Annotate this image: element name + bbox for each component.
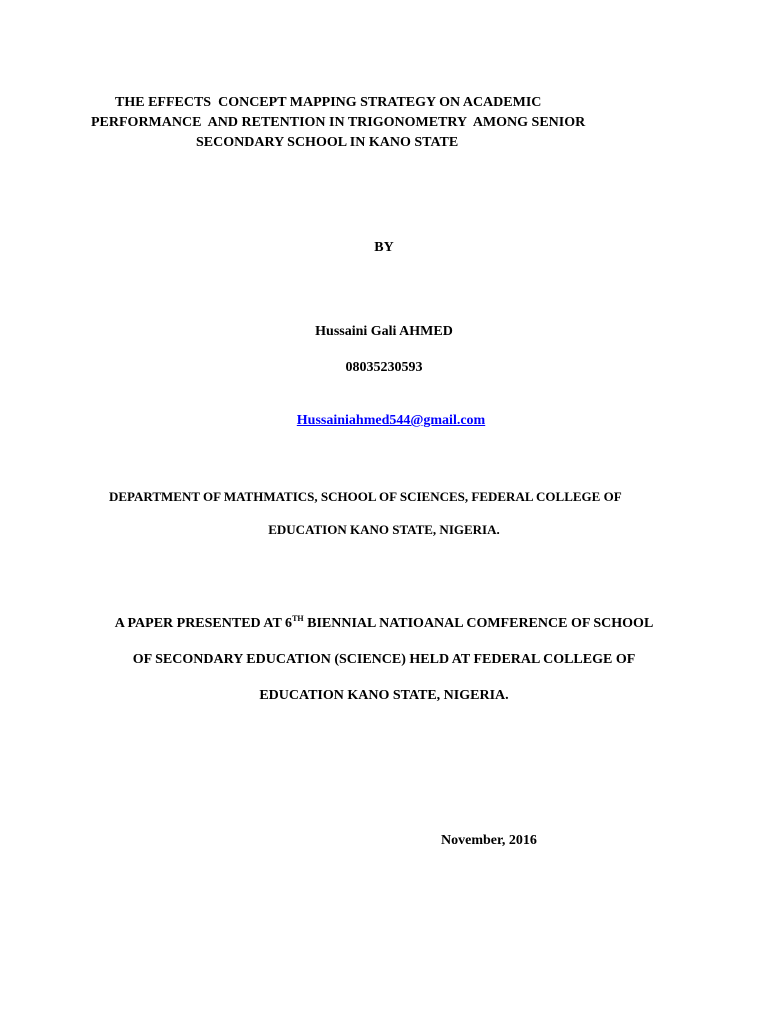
department-line-2: EDUCATION KANO STATE, NIGERIA. [268,522,500,537]
presentation-line-1 [0,615,768,634]
presentation-line-3: EDUCATION KANO STATE, NIGERIA. [259,688,509,703]
presentation-line-1-prefix: A PAPER PRESENTED AT 6 [114,616,293,631]
presentation-line-1-suffix: BIENNIAL NATIOANAL COMFERENCE OF SCHOOL [303,616,654,631]
presentation-date: November, 2016 [441,833,537,848]
presentation-ordinal-suffix: TH [292,614,304,623]
by-label: BY [374,240,394,255]
title-line-2: PERFORMANCE AND RETENTION IN TRIGONOMETRY AMONG SENIOR [91,115,586,130]
presentation-line-2: OF SECONDARY EDUCATION (SCIENCE) HELD AT FEDERAL COLLEGE OF [132,652,636,667]
author-email-wrapper [0,394,768,448]
title-line-1: THE EFFECTS CONCEPT MAPPING STRATEGY ON ACADEMIC [115,95,542,110]
title-line-3: SECONDARY SCHOOL IN KANO STATE [196,135,459,150]
author-name: Hussaini Gali AHMED [315,324,453,339]
department-line-1: DEPARTMENT OF MATHMATICS, SCHOOL OF SCIENCES, FEDERAL COLLEGE OF [109,489,622,504]
author-email-link[interactable]: Hussainiahmed544@gmail.com [296,413,486,428]
author-phone: 08035230593 [345,360,423,375]
